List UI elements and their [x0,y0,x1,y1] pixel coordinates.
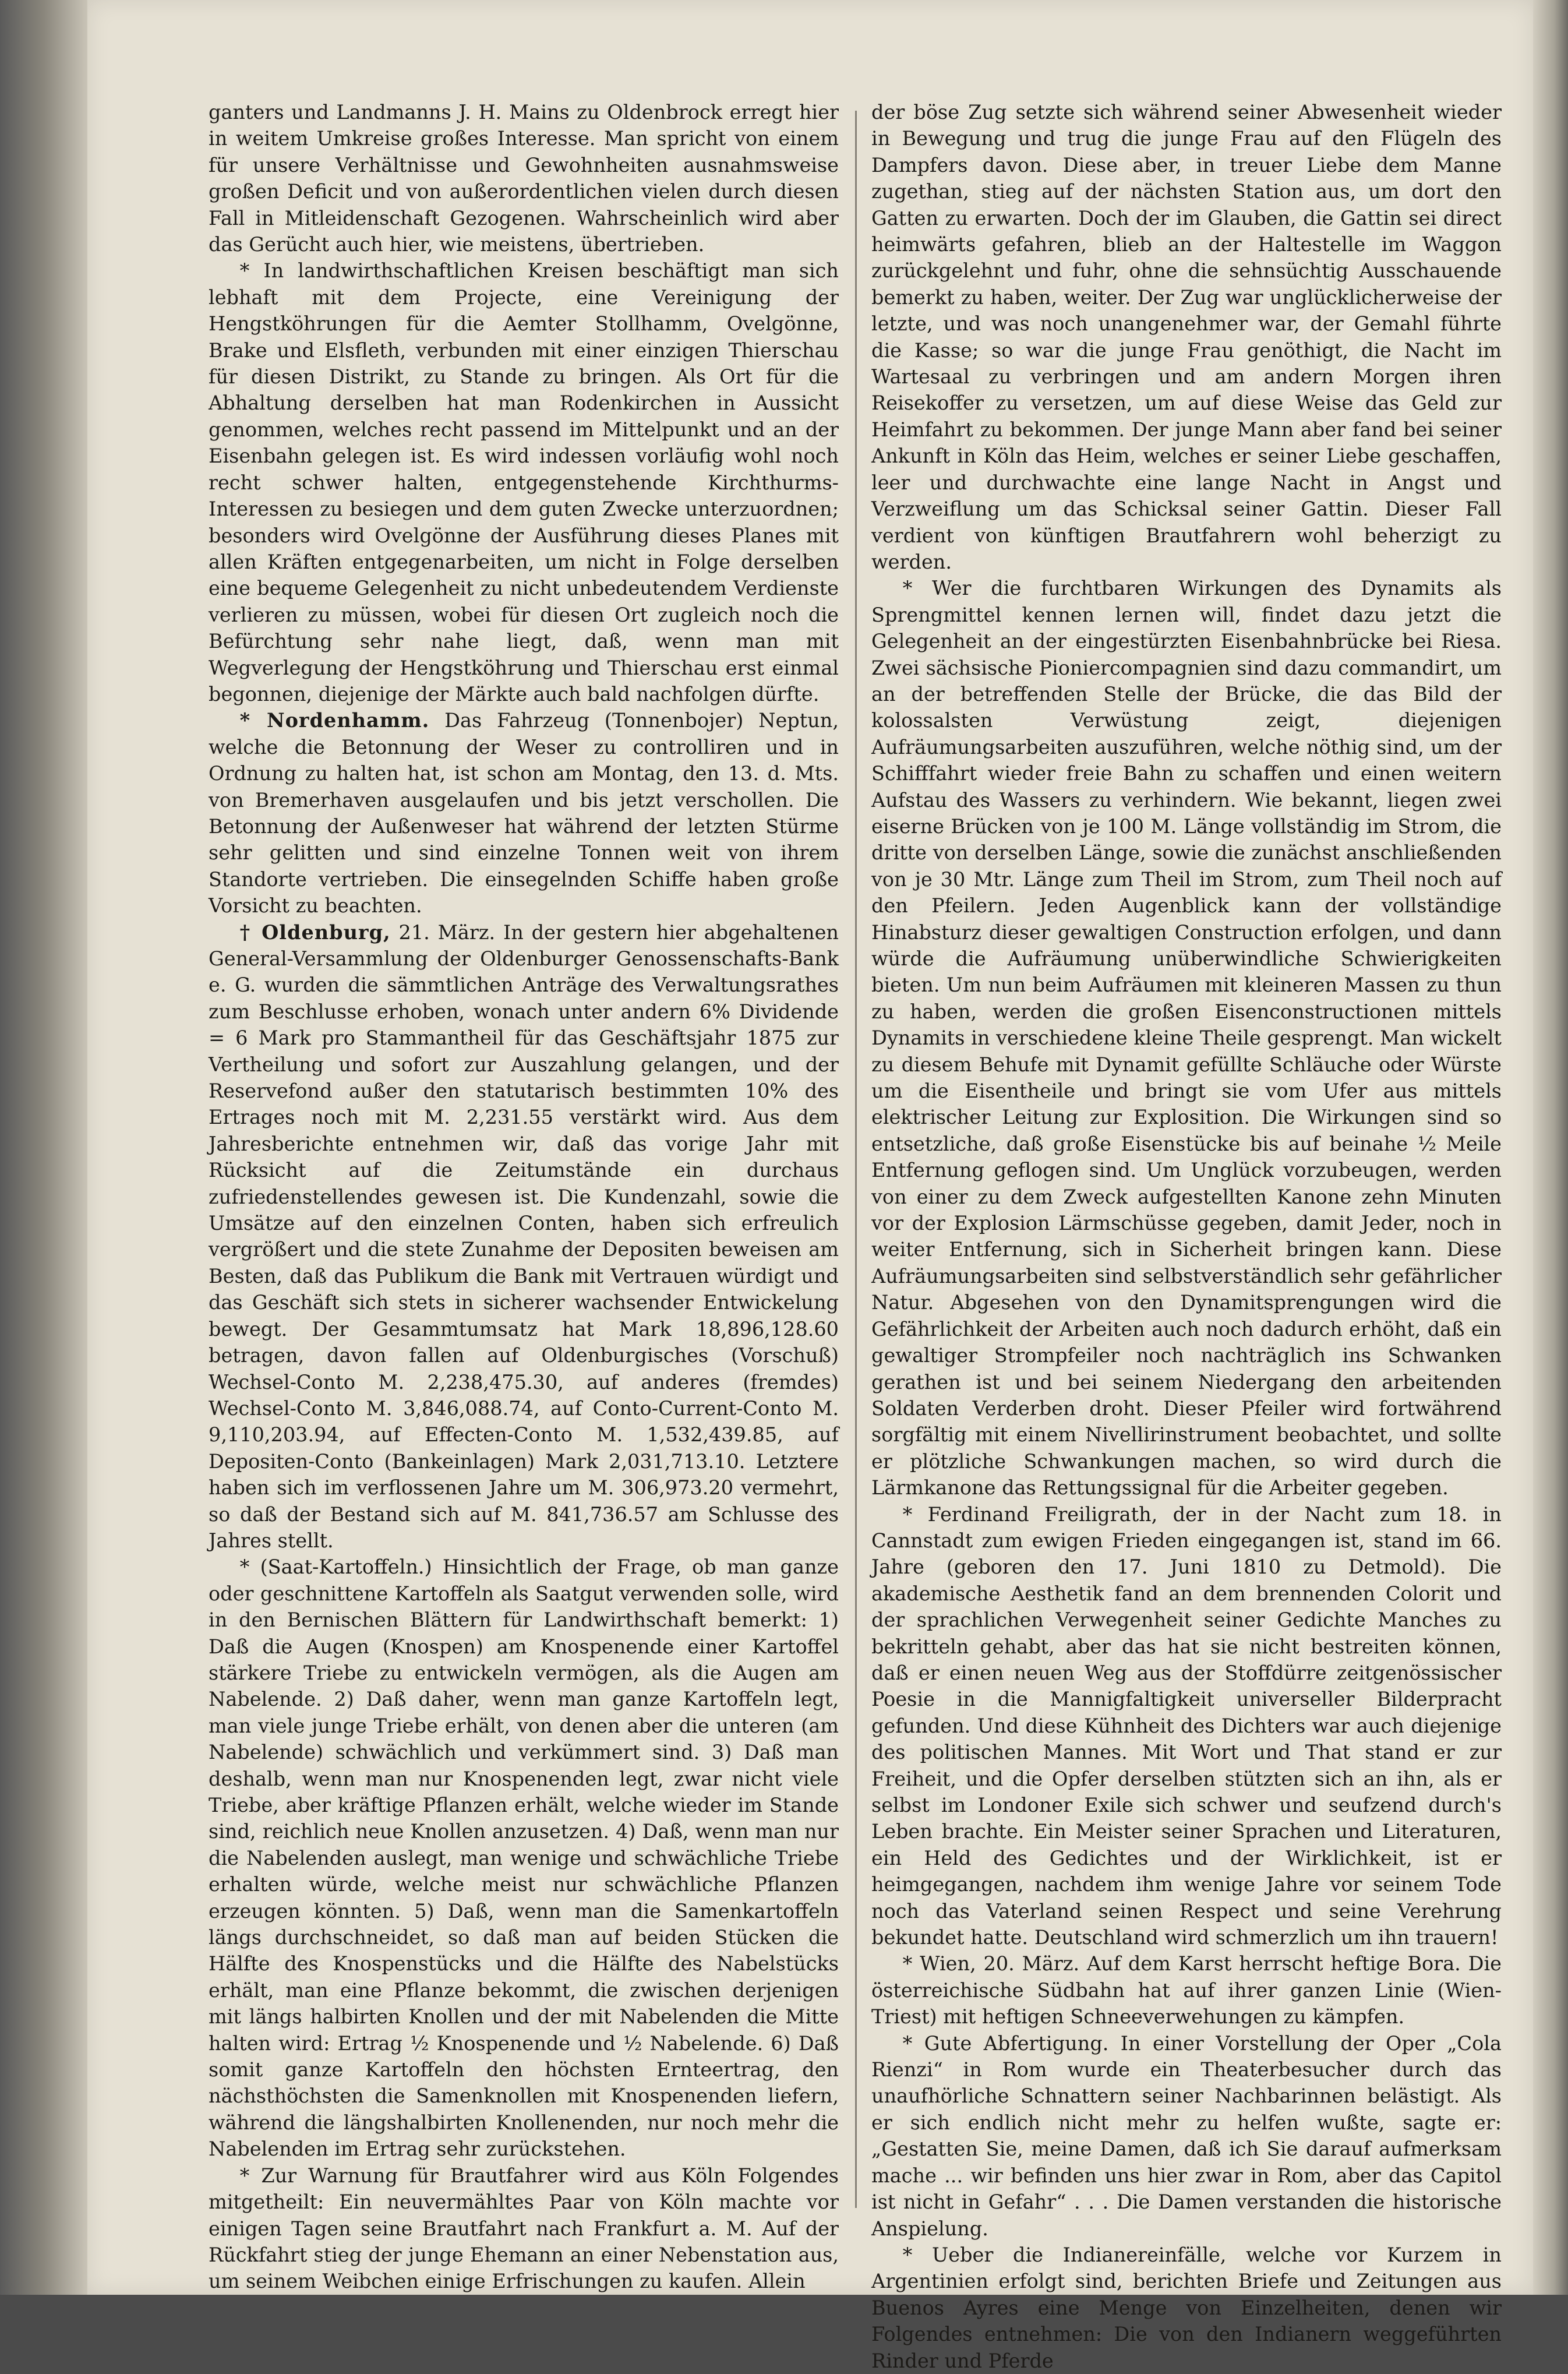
article-paragraph: * Gute Abfertigung. In einer Vorstellung der Oper „Cola Rienzi“ in Rom wurde ein Theaterbesucher durch das unaufhörliche Schnattern seiner Nachbarinnen belästigt. Als er sich endlich nicht mehr zu helfen wußte, sagte er: „Gestatten Sie, meine Damen, daß ich Sie darauf aufmerksam mache ... wir befinden uns hier zwar in Rom, aber das Capitol ist nicht in Gefahr“ . . . Die Damen verstanden die historische Anspielung. [871,2031,1502,2240]
right-column [871,99,1502,2372]
article-paragraph: * Ferdinand Freiligrath, der in der Nacht zum 18. in Cannstadt zum ewigen Frieden eingegangen ist, stand im 66. Jahre (geboren den 17. Juni 1810 zu Detmold). Die akademische Aesthetik fand an dem brennenden Colorit und der sprachlichen Verwegenheit seiner Gedichte Manches zu bekritteln gehabt, aber das hat sie nicht bestreiten können, daß er einen neuen Weg aus der Stoffdürre zeitgenössischer Poesie in die Mannigfaltigkeit universeller Bilderpracht gefunden. Und diese Kühnheit des Dichters war auch diejenige des politischen Mannes. Mit Wort und That stand er zur Freiheit, und die Opfer derselben stützten sich an ihn, als er selbst im Londoner Exile sich schwer und seufzend durch's Leben brachte. Ein Meister seiner Sprachen und Literaturen, ein Held des Gedichtes und der Wirklichkeit, ist er heimgegangen, nachdem ihm wenige Jahre vor seinem Tode noch das Vaterland seinen Respect und seine Verehrung bekundet hatte. Deutschland wird schmerzlich um ihn trauern! [871,1502,1502,1949]
article-paragraph: der böse Zug setzte sich während seiner Abwesenheit wieder in Bewegung und trug die junge Frau auf den Flügeln des Dampfers davon. Diese aber, in treuer Liebe dem Manne zugethan, stieg auf der nächsten Station aus, um dort den Gatten zu erwarten. Doch der im Glauben, die Gattin sei direct heimwärts gefahren, blieb an der Haltestelle im Waggon zurückgelehnt und fuhr, ohne die sehnsüchtig Ausschauende bemerkt zu haben, weiter. Der Zug war unglücklicherweise der letzte, und was noch unangenehmer war, der Gemahl führte die Kasse; so war die junge Frau genöthigt, die Nacht im Wartesaal zu verbringen und am andern Morgen ihren Reisekoffer zu versetzen, um auf diese Weise das Geld zur Heimfahrt zu bekommen. Der junge Mann aber fand bei seiner Ankunft in Köln das Heim, welches er seiner Liebe geschaffen, leer und durchwachte eine lange Nacht in Angst und Verzweiflung um das Schicksal seiner Gattin. Dieser Fall verdient von künftigen Brautfahrern wohl beherzigt zu werden. [871,101,1502,573]
article-heading: * Nordenhamm. [239,709,430,732]
article-paragraph: * (Saat-Kartoffeln.) Hinsichtlich der Frage, ob man ganze oder geschnittene Kartoffeln als Saatgut verwenden solle, wird in den Bernischen Blättern für Landwirthschaft bemerkt: 1) Daß die Augen (Knospen) am Knospenende einer Kartoffel stärkere Triebe zu entwickeln vermögen, als die Augen am Nabelende. 2) Daß daher, wenn man ganze Kartoffeln legt, man viele junge Triebe erhält, von denen aber die unteren (am Nabelende) schwächlich und verkümmert sind. 3) Daß man deshalb, wenn man nur Knospenenden legt, zwar nicht viele Triebe, aber kräftige Pflanzen erhält, welche wieder im Stande sind, reichlich neue Knollen anzusetzen. 4) Daß, wenn man nur die Nabelenden auslegt, man wenige und schwächliche Triebe erhalten würde, welche meist nur schwächliche Pflanzen erzeugen könnten. 5) Daß, wenn man die Samenkartoffeln längs durchschneidet, so daß man auf beiden Stücken die Hälfte des Knospenstücks und die Hälfte des Nabelstücks erhält, man eine Pflanze bekommt, die zwischen derjenigen mit längs halbirten Knollen und der mit Nabelenden die Mitte halten wird: Ertrag ½ Knospenende und ½ Nabelende. 6) Daß somit ganze Kartoffeln den höchsten Ernteertrag, den nächsthöchsten die Samenknollen mit Knospenenden liefern, während die längshalbirten Knollenenden, nur noch mehr die Nabelenden im Ertrag sehr zurückstehen. [209,1555,839,2161]
article-paragraph: * In landwirthschaftlichen Kreisen beschäftigt man sich lebhaft mit dem Projecte, eine Vereinigung der Hengstköhrungen für die Aemter Stollhamm, Ovelgönne, Brake und Elsfleth, verbunden mit einer einzigen Thierschau für diesen Distrikt, zu Stande zu bringen. Als Ort für die Abhaltung derselben hat man Rodenkirchen in Aussicht genommen, welches recht passend im Mittelpunkt und an der Eisenbahn gelegen ist. Es wird indessen vorläufig wohl noch recht schwer halten, entgegenstehende Kirchthurms-Interessen zu besiegen und dem guten Zwecke unterzuordnen; besonders wird Ovelgönne der Ausführung dieses Planes mit allen Kräften entgegenarbeiten, um nicht in Folge derselben eine bequeme Gelegenheit zu nicht unbedeutendem Verdienste verlieren zu müssen, wobei für diesen Ort zugleich noch die Befürchtung sehr nahe liegt, daß, wenn man mit Wegverlegung der Hengstköhrung und Thierschau erst einmal begonnen, diejenige der Märkte auch bald nachfolgen dürfte. [209,259,839,706]
page-fore-edge [1533,0,1568,2295]
article-oldenburg [209,919,839,1554]
article-paragraph: ganters und Landmanns J. H. Mains zu Oldenbrock erregt hier in weitem Umkreise großes Interesse. Man spricht von einem für unsere Verhältnisse und Gewohnheiten ausnahmsweise großen Deficit und von außerordentlichen vielen durch diesen Fall in Mitleidenschaft Gezogenen. Wahrscheinlich wird aber das Gerücht auch hier, wie meistens, übertrieben. [209,101,839,256]
article-paragraph: * Wer die furchtbaren Wirkungen des Dynamits als Sprengmittel kennen lernen will, findet dazu jetzt die Gelegenheit an der eingestürzten Eisenbahnbrücke bei Riesa. Zwei sächsische Pioniercompagnien sind dazu commandirt, um an der betreffenden Stelle der Brücke, die das Bild der kolossalsten Verwüstung zeigt, diejenigen Aufräumungsarbeiten auszuführen, welche nöthig sind, um der Schifffahrt wieder freie Bahn zu schaffen und einen weitern Aufstau des Wassers zu verhindern. Wie bekannt, liegen zwei eiserne Brücken von je 100 M. Länge vollständig im Strom, die dritte von derselben Länge, sowie die zunächst anschließenden von je 30 Mtr. Länge zum Theil im Strom, zum Theil noch auf den Pfeilern. Jeden Augenblick kann der vollständige Hinabsturz dieser gewaltigen Construction erfolgen, und dann würde die Aufräumung unüberwindliche Schwierigkeiten bieten. Um nun beim Aufräumen mit kleineren Massen zu thun zu haben, werden die großen Eisenconstructionen mittels Dynamits in verschiedene kleine Theile gesprengt. Man wickelt zu diesem Behufe mit Dynamit gefüllte Schläuche oder Würste um die Eisentheile und bringt sie vom Ufer aus mittels elektrischer Leitung zur Explosition. Die Wirkungen sind so entsetzliche, daß große Eisenstücke bis auf beinahe ½ Meile Entfernung geflogen sind. Um Unglück vorzubeugen, werden von einer zu dem Zweck aufgestellten Kanone zehn Minuten vor der Explosion Lärmschüsse gegeben, damit Jeder, noch in weiter Entfernung, sich in Sicherheit bringen kann. Diese Aufräumungsarbeiten sind selbstverständlich sehr gefährlicher Natur. Abgesehen von den Dynamitsprengungen wird die Gefährlichkeit der Arbeiten auch noch dadurch erhöht, daß ein gewaltiger Strompfeiler noch nachträglich ins Schwanken gerathen ist und bei seinem Niedergang den arbeitenden Soldaten Verderben droht. Dieser Pfeiler wird fortwährend sorgfältig mit einem Nivellirinstrument beobachtet, und sollte er plötzliche Schwankungen machen, so wird durch die Lärmkanone das Rettungssignal für die Arbeiter gegeben. [871,577,1502,1500]
article-paragraph: * Zur Warnung für Brautfahrer wird aus Köln Folgendes mitgetheilt: Ein neuvermähltes Paar von Köln machte vor einigen Tagen seine Brautfahrt nach Frankfurt a. M. Auf der Rückfahrt stieg der junge Ehemann an einer Nebenstation aus, um seinem Weibchen einige Erfrischungen zu kaufen. Allein [209,2164,839,2293]
article-text: 21. März. In der gestern hier abgehaltenen General-Versammlung der Oldenburger Genossenschafts-Bank e. G. wurden die sämmtlichen Anträge des Verwaltungsrathes zum Beschlusse erhoben, wonach unter andern 6% Dividende = 6 Mark pro Stammantheil für das Geschäftsjahr 1875 zur Vertheilung und sofort zur Auszahlung gelangen, und der Reservefond außer den statutarisch bestimmten 10% des Ertrages noch mit M. 2,231.55 verstärkt wird. Aus dem Jahresberichte entnehmen wir, daß das vorige Jahr mit Rücksicht auf die Zeitumstände ein durchaus zufriedenstellendes gewesen ist. Die Kundenzahl, sowie die Umsätze auf den einzelnen Conten, haben sich erfreulich vergrößert und die stete Zunahme der Depositen beweisen am Besten, daß das Publikum die Bank mit Vertrauen würdigt und das Geschäft sich stets in sicherer wachsender Entwickelung bewegt. Der Gesammtumsatz hat Mark 18,896,128.60 betragen, davon fallen auf Oldenburgisches (Vorschuß) Wechsel-Conto M. 2,238,475.30, auf anderes (fremdes) Wechsel-Conto M. 3,846,088.74, auf Conto-Current-Conto M. 9,110,203.94, auf Effecten-Conto M. 1,532,439.85, auf Depositen-Conto (Bankeinlagen) Mark 2,031,713.10. Letztere haben sich im verflossenen Jahre um M. 306,973.20 vermehrt, so daß der Bestand sich auf M. 841,736.57 am Schlusse des Jahres stellt. [209,920,839,1552]
article-heading: † Oldenburg, [239,920,391,944]
article-paragraph: * Wien, 20. März. Auf dem Karst herrscht heftige Bora. Die österreichische Südbahn hat auf ihrer ganzen Linie (Wien-Triest) mit heftigen Schneeverwehungen zu kämpfen. [871,1952,1502,2029]
article-nordenhamm [209,707,839,919]
left-column [209,99,839,2293]
book-binding-edge [0,0,87,2295]
article-text: Das Fahrzeug (Tonnenbojer) Neptun, welche die Betonnung der Weser zu controlliren und in Ordnung zu halten hat, ist schon am Montag, den 13. d. Mts. von Bremerhaven ausgelaufen und bis jetzt verschollen. Die Betonnung der Außenweser hat während der letzten Stürme sehr gelitten und sind einzelne Tonnen weit von ihrem Standorte vertrieben. Die einsegelnden Schiffe haben große Vorsicht zu beachten. [209,709,839,918]
article-paragraph: * Ueber die Indianereinfälle, welche vor Kurzem in Argentinien erfolgt sind, berichten Briefe und Zeitungen aus Buenos Ayres eine Menge von Einzelheiten, denen wir Folgendes entnehmen: Die von den Indianern weggeführten Rinder und Pferde [871,2243,1502,2372]
column-divider [855,111,857,2208]
